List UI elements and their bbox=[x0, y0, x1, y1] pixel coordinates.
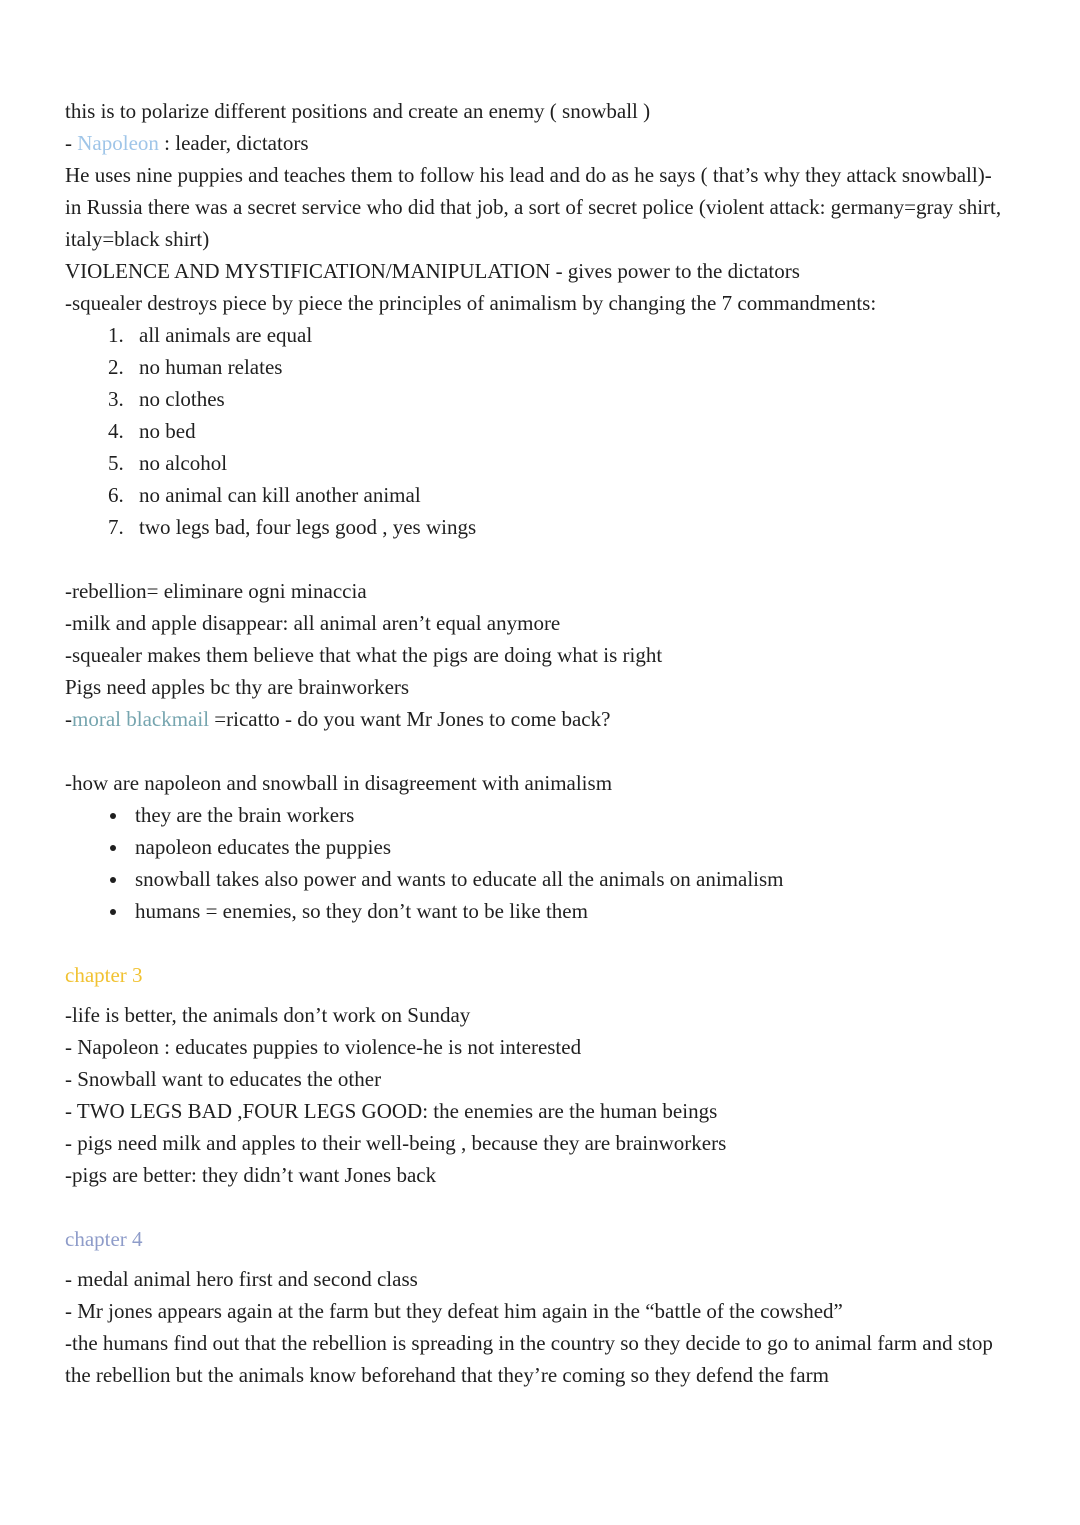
note-line-polarize: this is to polarize different positions and create an enemy ( snowball ) bbox=[65, 99, 651, 123]
disagreement-bullet-list bbox=[65, 799, 1008, 927]
blank-line bbox=[65, 543, 1008, 575]
chapter4-paragraph-3: -the humans find out that the rebellion is spreading in the country so they decide to go to animal farm and stop the rebellion but the animals know beforehand that they’re coming so they defend the farm bbox=[65, 1331, 993, 1387]
note-paragraph-puppies: He uses nine puppies and teaches them to follow his lead and do as he says ( that’s why they attack snowball)-in Russia there was a secret service who did that job, a sort of secret police (violent attack: germany=gray shirt, italy=black shirt) bbox=[65, 163, 1002, 251]
list-item-commandment-5: 5. no alcohol bbox=[129, 447, 1008, 479]
list-item-commandment-1: 1. all animals are equal bbox=[129, 319, 1008, 351]
highlighted-term-moral-blackmail: moral blackmail bbox=[72, 707, 210, 731]
list-item-commandment-7: 7. two legs bad, four legs good , yes wings bbox=[129, 511, 1008, 543]
note-line-pigs-apples: Pigs need apples bc thy are brainworkers bbox=[65, 675, 410, 699]
list-item-commandment-4: 4. no bed bbox=[129, 415, 1008, 447]
note-line-violence: VIOLENCE AND MYSTIFICATION/MANIPULATION - gives power to the dictators bbox=[65, 259, 800, 283]
blank-line bbox=[65, 1191, 1008, 1223]
chapter3-line-6: -pigs are better: they didn’t want Jones back bbox=[65, 1163, 437, 1187]
bullet-item-snowball-power: • snowball takes also power and wants to educate all the animals on animalism bbox=[129, 863, 1008, 895]
note-line-napoleon bbox=[65, 127, 1008, 159]
highlighted-term-napoleon: Napoleon bbox=[77, 131, 159, 155]
list-item-commandment-2: 2. no human relates bbox=[129, 351, 1008, 383]
bullet-item-brainworkers: • they are the brain workers bbox=[129, 799, 1008, 831]
commandments-list bbox=[65, 319, 1008, 543]
blank-line bbox=[65, 735, 1008, 767]
text-segment: - bbox=[65, 707, 72, 731]
bullet-item-educates-puppies: • napoleon educates the puppies bbox=[129, 831, 1008, 863]
note-line-rebellion: -rebellion= eliminare ogni minaccia bbox=[65, 579, 367, 603]
chapter3-line-4: - TWO LEGS BAD ,FOUR LEGS GOOD: the enemies are the human beings bbox=[65, 1099, 718, 1123]
list-item-commandment-6: 6. no animal can kill another animal bbox=[129, 479, 1008, 511]
chapter-4-heading: chapter 4 bbox=[65, 1227, 143, 1251]
text-segment: =ricatto - do you want Mr Jones to come back? bbox=[209, 707, 611, 731]
chapter3-line-1: -life is better, the animals don’t work on Sunday bbox=[65, 1003, 471, 1027]
chapter3-line-5: - pigs need milk and apples to their well-being , because they are brainworkers bbox=[65, 1131, 727, 1155]
note-paragraph-squealer: -squealer destroys piece by piece the principles of animalism by changing the 7 commandments: bbox=[65, 291, 877, 315]
text-segment: : leader, dictators bbox=[158, 131, 309, 155]
chapter4-line-2: - Mr jones appears again at the farm but they defeat him again in the “battle of the cowshed” bbox=[65, 1299, 843, 1323]
note-line-moral-blackmail bbox=[65, 703, 1008, 735]
chapter3-line-2: - Napoleon : educates puppies to violence-he is not interested bbox=[65, 1035, 582, 1059]
note-line-disagreement-question: -how are napoleon and snowball in disagreement with animalism bbox=[65, 771, 613, 795]
chapter-3-heading: chapter 3 bbox=[65, 963, 143, 987]
blank-line bbox=[65, 927, 1008, 959]
list-item-commandment-3: 3. no clothes bbox=[129, 383, 1008, 415]
bullet-item-humans-enemies: • humans = enemies, so they don’t want to be like them bbox=[129, 895, 1008, 927]
chapter4-line-1: - medal animal hero first and second class bbox=[65, 1267, 418, 1291]
note-line-milk: -milk and apple disappear: all animal aren’t equal anymore bbox=[65, 611, 561, 635]
text-segment: - bbox=[65, 131, 78, 155]
chapter3-line-3: - Snowball want to educates the other bbox=[65, 1067, 382, 1091]
note-line-squealer-believe: -squealer makes them believe that what the pigs are doing what is right bbox=[65, 643, 663, 667]
